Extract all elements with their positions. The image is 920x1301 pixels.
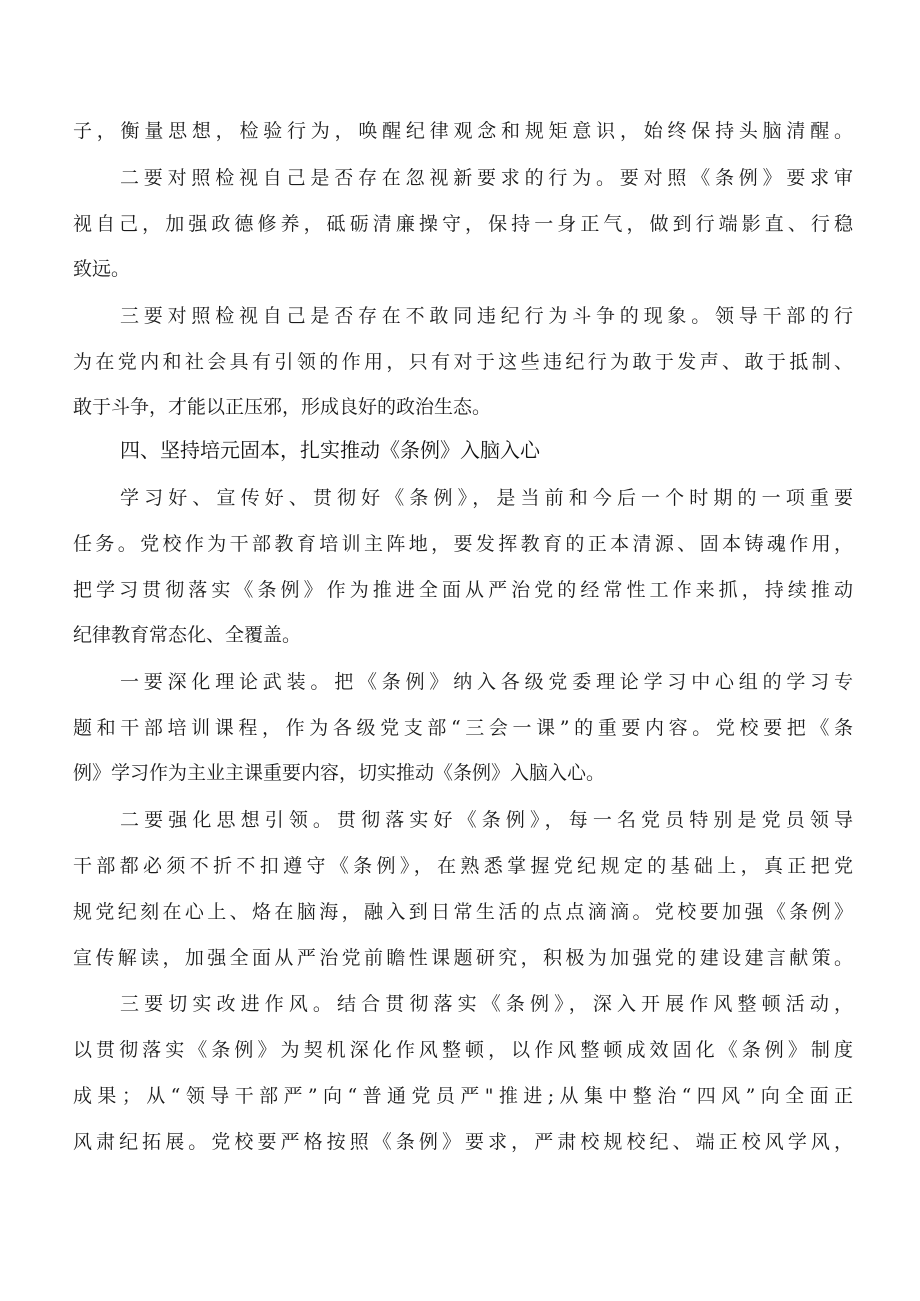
paragraph-line: 视自己，加强政德修养，砥砺清廉操守，保持一身正气，做到行端影直、行稳 — [73, 213, 853, 235]
paragraph-line: 把学习贯彻落实《条例》作为推进全面从严治党的经常性工作来抓，持续推动 — [73, 579, 853, 601]
paragraph-line: 规党纪刻在心上、烙在脑海，融入到日常生活的点点滴滴。党校要加强《条例》 — [73, 901, 853, 923]
paragraph-line: 二要强化思想引领。贯彻落实好《条例》，每一名党员特别是党员领导 — [120, 809, 853, 831]
paragraph-line: 致远。 — [73, 258, 131, 280]
paragraph-line: 任务。党校作为干部教育培训主阵地，要发挥教育的正本清源、固本铸魂作用， — [73, 533, 853, 555]
paragraph-line: 题和干部培训课程，作为各级党支部“三会一课”的重要内容。党校要把《条 — [73, 717, 853, 739]
paragraph-line: 二要对照检视自己是否存在忽视新要求的行为。要对照《条例》要求审 — [120, 167, 853, 189]
paragraph-line: 三要切实改进作风。结合贯彻落实《条例》，深入开展作风整顿活动， — [120, 993, 853, 1015]
paragraph-line: 风肃纪拓展。党校要严格按照《条例》要求，严肃校规校纪、端正校风学风， — [73, 1131, 853, 1153]
paragraph-line: 宣传解读，加强全面从严治党前瞻性课题研究，积极为加强党的建设建言献策。 — [73, 947, 853, 969]
paragraph-line: 例》学习作为主业主课重要内容，切实推动《条例》入脑入心。 — [73, 762, 606, 784]
paragraph-line: 为在党内和社会具有引领的作用，只有对于这些违纪行为敢于发声、敢于抵制、 — [73, 351, 853, 373]
section-heading: 四、坚持培元固本，扎实推动《条例》入脑入心 — [120, 438, 540, 462]
paragraph-line: 成果；从“领导干部严”向“普通党员严"推进;从集中整治“四风”向全面正 — [73, 1085, 853, 1107]
paragraph-line: 纪律教育常态化、全覆盖。 — [73, 624, 302, 646]
paragraph-line: 一要深化理论武装。把《条例》纳入各级党委理论学习中心组的学习专 — [120, 671, 853, 693]
paragraph-line: 子，衡量思想，检验行为，唤醒纪律观念和规矩意识，始终保持头脑清醒。 — [73, 120, 853, 142]
paragraph-line: 敢于斗争，才能以正压邪，形成良好的政治生态。 — [73, 396, 492, 418]
paragraph-line: 三要对照检视自己是否存在不敢同违纪行为斗争的现象。领导干部的行 — [120, 305, 853, 327]
paragraph-line: 干部都必须不折不扣遵守《条例》，在熟悉掌握党纪规定的基础上，真正把党 — [73, 855, 853, 877]
paragraph-line: 学习好、宣传好、贯彻好《条例》，是当前和今后一个时期的一项重要 — [120, 487, 853, 509]
paragraph-line: 以贯彻落实《条例》为契机深化作风整顿，以作风整顿成效固化《条例》制度 — [73, 1039, 853, 1061]
